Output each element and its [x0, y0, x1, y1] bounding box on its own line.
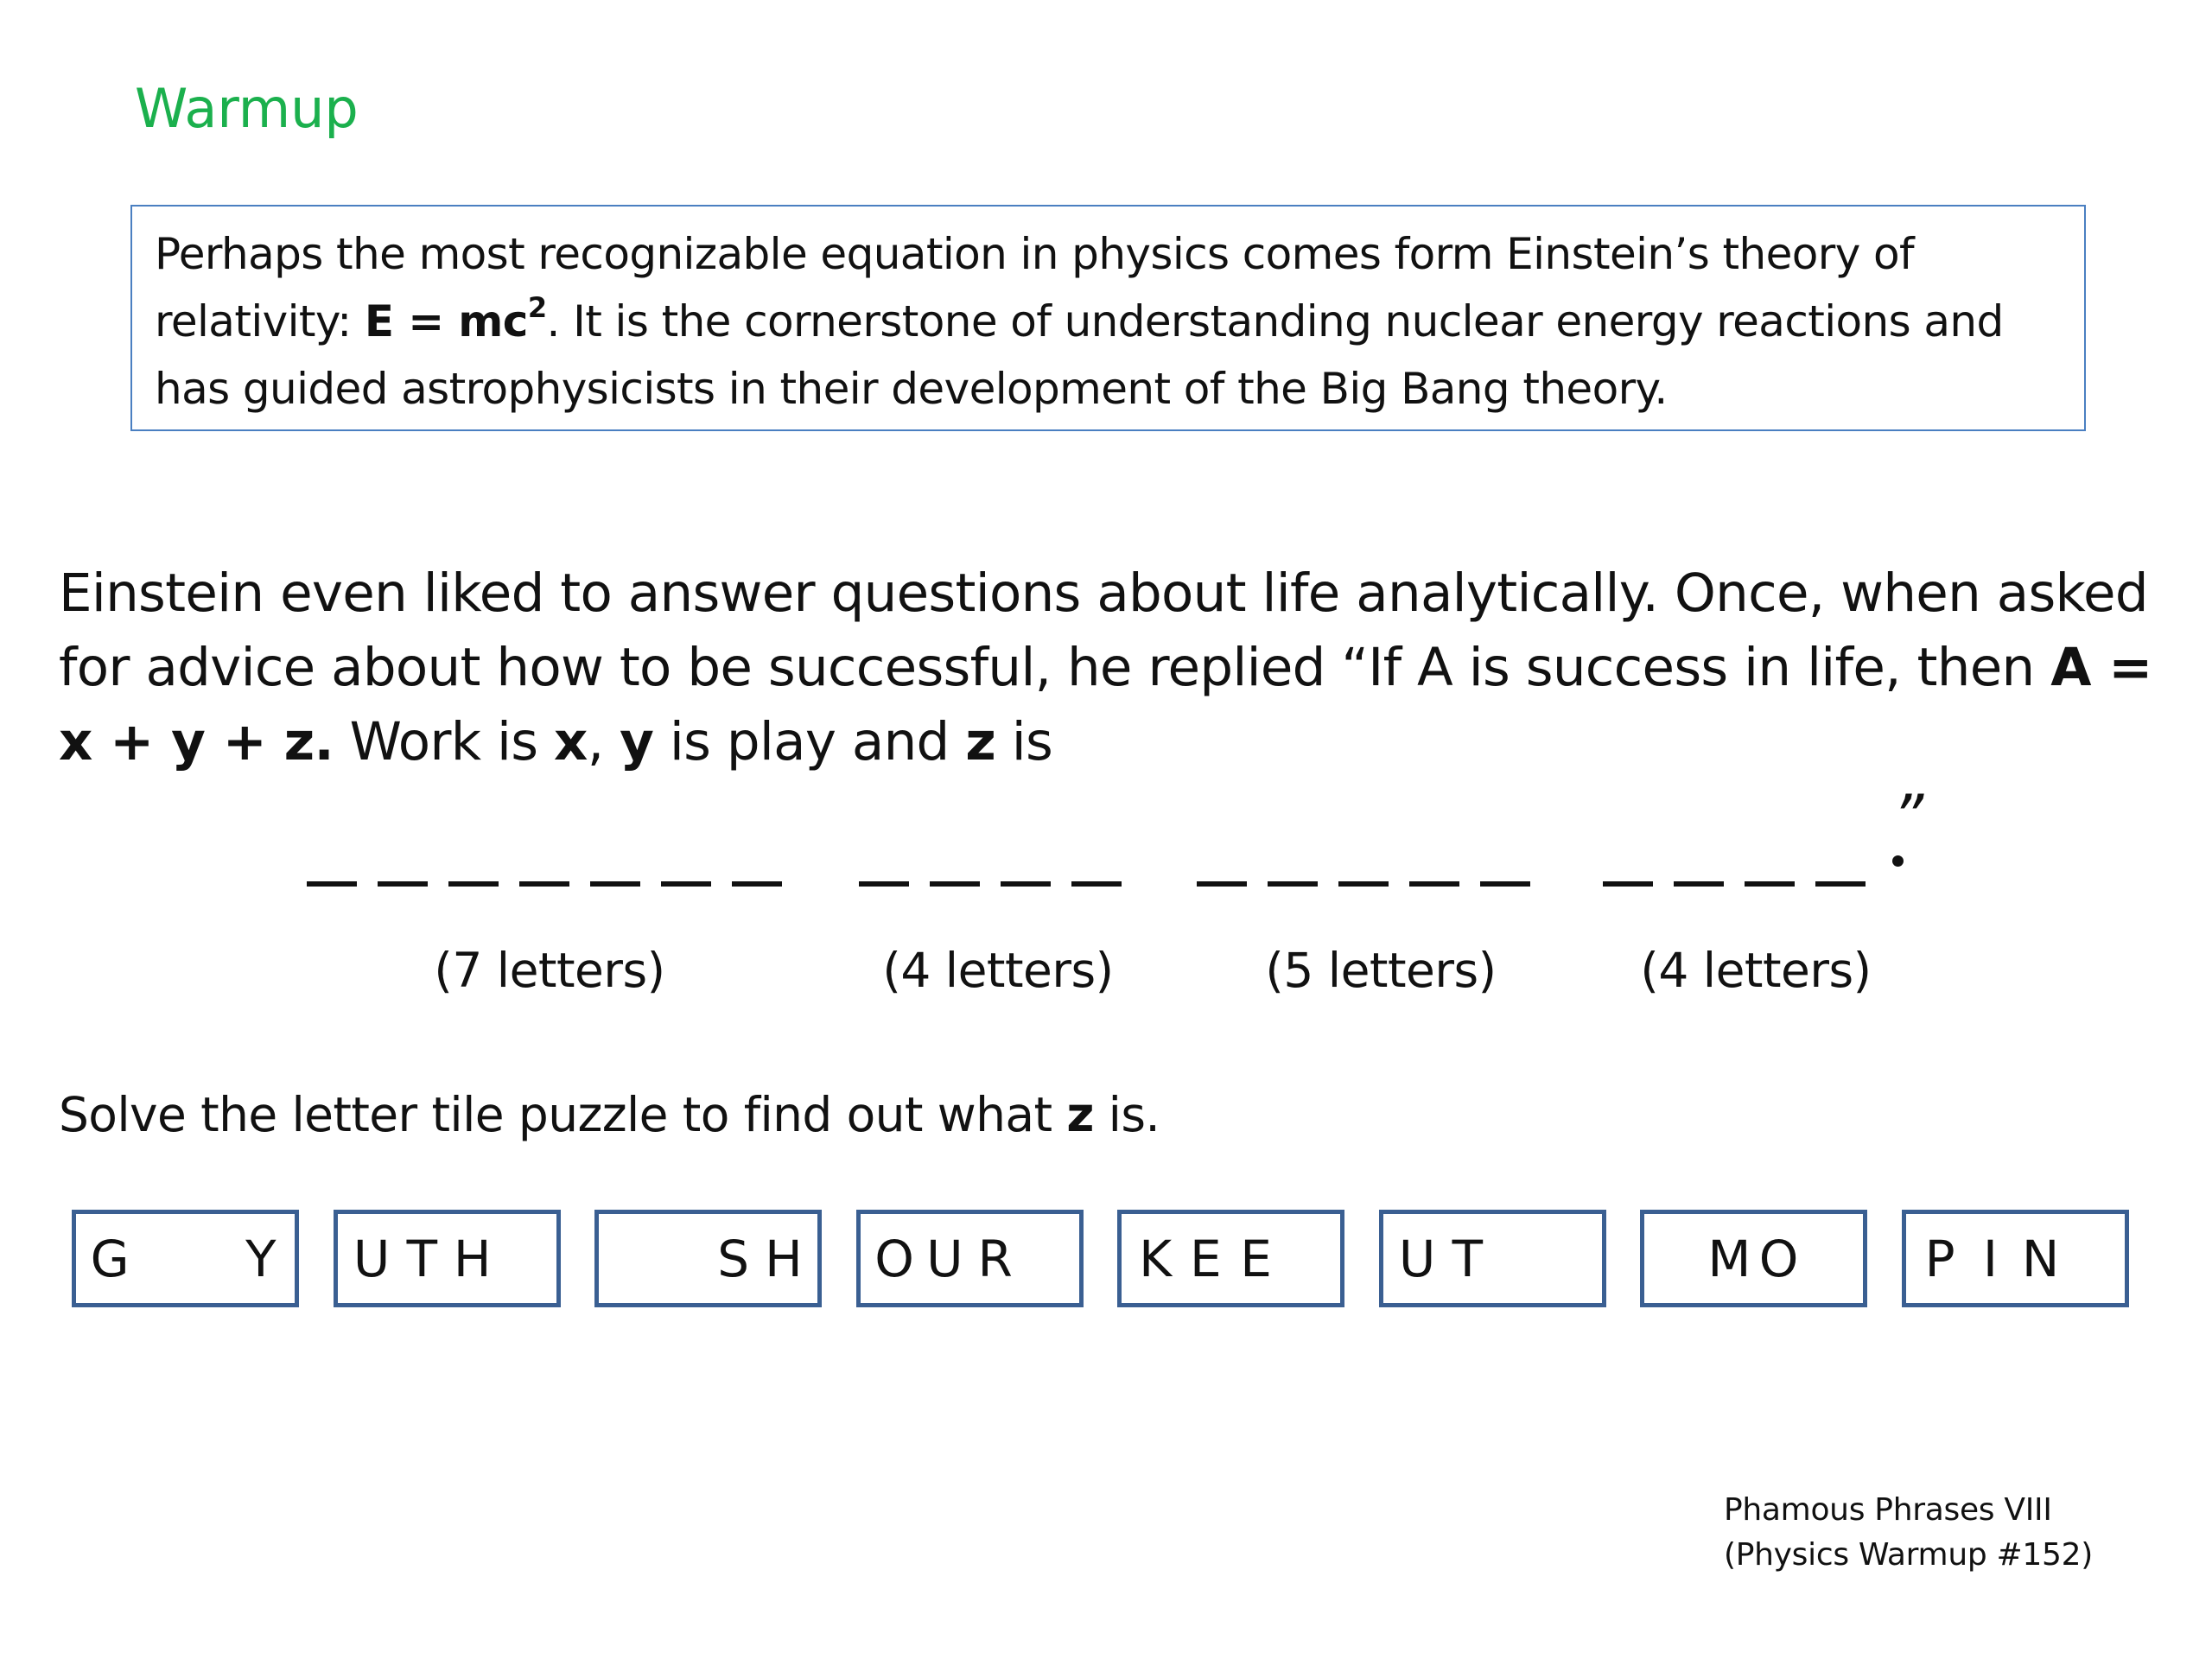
var-x: x: [554, 711, 588, 772]
letter-tile-6[interactable]: [1379, 1210, 1606, 1307]
letter-count-2: (4 letters): [882, 943, 1114, 998]
blank-group-1: [307, 855, 782, 890]
tile-letter: E: [1240, 1229, 1272, 1288]
paragraph-text: Einstein even liked to answer questions about life analytically. Once, when asked for advice about how to be successful, he replied “If A is success in life, then: [59, 563, 2148, 698]
closing-quote: ”: [1892, 782, 1924, 853]
letter-blank: [519, 881, 569, 887]
tile-letter: S: [717, 1229, 750, 1288]
tile-letter: P: [1924, 1229, 1955, 1288]
tile-letter: U: [1398, 1229, 1436, 1288]
page-title: Warmup: [135, 77, 359, 140]
letter-blank: [378, 881, 428, 887]
tile-letter: U: [926, 1229, 963, 1288]
equation-power: 2: [527, 291, 547, 324]
var-y: y: [620, 711, 654, 772]
footer-line-1: Phamous Phrases VIII: [1724, 1492, 2052, 1528]
intro-text-continued: . It is the cornerstone of understanding nuclear energy reactions and has guided astrophysicists in their development of the Big Bang theory.: [155, 296, 2004, 414]
answer-blanks: [0, 855, 2212, 890]
letter-blank: [590, 881, 640, 887]
letter-tile-3[interactable]: [594, 1210, 822, 1307]
letter-blank: [1815, 881, 1866, 887]
tile-letter: M: [1707, 1229, 1751, 1288]
letter-blank: [930, 881, 980, 887]
paragraph-text: ,: [587, 711, 620, 772]
tile-letter: T: [1452, 1229, 1484, 1288]
letter-tile-7[interactable]: [1640, 1210, 1867, 1307]
var-z: z: [965, 711, 996, 772]
var-z: z: [1066, 1087, 1094, 1142]
blank-group-2: [859, 855, 1122, 890]
tile-letter: O: [874, 1229, 914, 1288]
tile-letter: R: [977, 1229, 1013, 1288]
letter-blank: [1338, 881, 1389, 887]
closing-period: [1892, 855, 1904, 867]
letter-count-3: (5 letters): [1265, 943, 1497, 998]
tile-letter: E: [1190, 1229, 1222, 1288]
letter-tile-8[interactable]: [1902, 1210, 2129, 1307]
footer-line-2: (Physics Warmup #152): [1724, 1537, 2093, 1573]
letter-blank: [661, 881, 711, 887]
letter-count-1: (7 letters): [434, 943, 665, 998]
formula: A = x + y + z.: [59, 637, 2152, 772]
letter-blank: [1268, 881, 1318, 887]
tile-letter: N: [2021, 1229, 2060, 1288]
letter-blank: [1674, 881, 1724, 887]
tile-letter: H: [453, 1229, 492, 1288]
letter-tile-4[interactable]: [856, 1210, 1084, 1307]
instruction-text: Solve the letter tile puzzle to find out what: [59, 1087, 1067, 1142]
footer-credit: [1724, 1488, 2093, 1578]
letter-blank: [1480, 881, 1530, 887]
letter-blank: [1001, 881, 1051, 887]
letter-blank: [448, 881, 499, 887]
letter-blank: [859, 881, 909, 887]
blank-group-3: [1197, 855, 1530, 890]
tile-letter: T: [406, 1229, 438, 1288]
intro-text: Perhaps the most recognizable equation in physics comes form Einstein’s theory of relativity:: [155, 229, 1915, 346]
letter-count-4: (4 letters): [1640, 943, 1872, 998]
letter-tiles: [0, 1210, 2212, 1309]
tile-letter: G: [90, 1229, 130, 1288]
letter-blank: [1745, 881, 1795, 887]
equation: $E = mc^2$: [364, 291, 547, 346]
paragraph-text: is: [995, 711, 1053, 772]
letter-blank: [307, 881, 357, 887]
paragraph-text: is play and: [653, 711, 966, 772]
einstein-paragraph: [59, 556, 2167, 779]
letter-blank: [1409, 881, 1459, 887]
tile-letter: K: [1139, 1229, 1173, 1288]
instruction-text: is.: [1093, 1087, 1160, 1142]
tile-letter: Y: [245, 1229, 276, 1288]
tile-letter: I: [1982, 1229, 1998, 1288]
paragraph-text: Work is: [333, 711, 555, 772]
letter-blank: [732, 881, 782, 887]
letter-blank: [1197, 881, 1247, 887]
tile-letter: U: [353, 1229, 391, 1288]
letter-tile-2[interactable]: [334, 1210, 561, 1307]
instruction: [59, 1080, 1160, 1149]
tile-letter: H: [765, 1229, 803, 1288]
blank-group-4: [1603, 855, 1866, 890]
letter-blank: [1071, 881, 1122, 887]
intro-box: [130, 205, 2086, 431]
tile-letter: O: [1758, 1229, 1799, 1288]
letter-blank: [1603, 881, 1653, 887]
letter-tile-1[interactable]: [72, 1210, 299, 1307]
letter-tile-5[interactable]: [1117, 1210, 1344, 1307]
